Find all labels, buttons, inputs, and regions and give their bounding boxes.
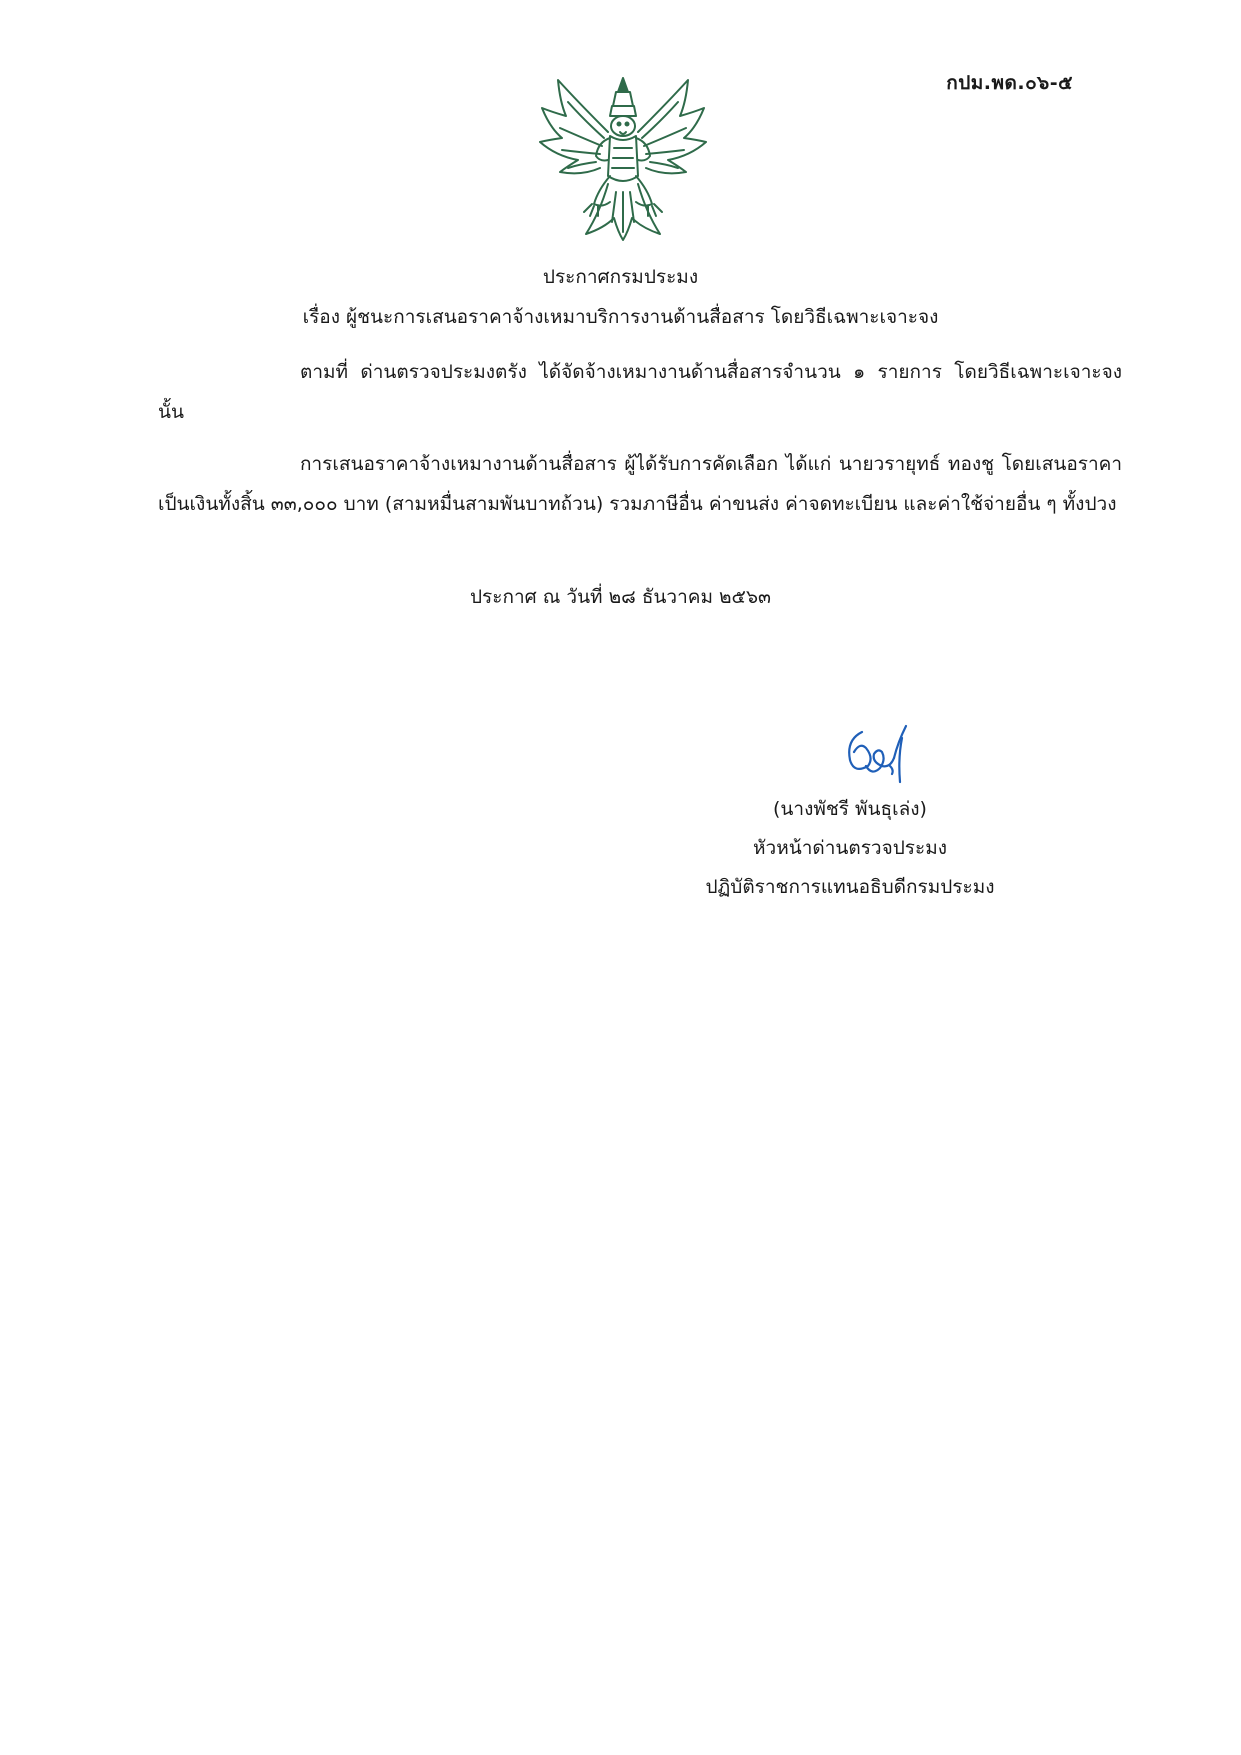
body-paragraph-2 xyxy=(158,444,1122,524)
signatory-name: (นางพัชรี พันธุเล่ง) xyxy=(773,798,927,820)
signature-block xyxy=(660,790,1040,907)
signatory-acting-for: ปฏิบัติราชการแทนอธิบดีกรมประมง xyxy=(705,876,995,898)
handwritten-signature-icon xyxy=(832,718,942,788)
form-code: กปม.พด.๐๖-๕ xyxy=(946,72,1073,94)
paragraph-2-text: การเสนอราคาจ้างเหมางานด้านสื่อสาร ผู้ได้รับการคัดเลือก ได้แก่ นายวรายุทธ์ ทองชู โดยเสนอราคาเป็นเงินทั้งสิ้น ๓๓,๐๐๐ บาท (สามหมื่นสามพันบาทถ้วน) รวมภาษีอื่น ค่าขนส่ง ค่าจดทะเบียน และค่าใช้จ่ายอื่น ๆ ทั้งปวง xyxy=(158,453,1122,515)
body-paragraph-1 xyxy=(158,352,1122,432)
signatory-position: หัวหน้าด่านตรวจประมง xyxy=(753,837,947,859)
garuda-emblem-icon xyxy=(538,72,708,244)
announcement-title: ประกาศกรมประมง xyxy=(542,266,699,288)
paragraph-1-text: ตามที่ ด่านตรวจประมงตรัง ได้จัดจ้างเหมางานด้านสื่อสารจำนวน ๑ รายการ โดยวิธีเฉพาะเจาะจง นั้น xyxy=(158,361,1122,423)
announcement-subject: เรื่อง ผู้ชนะการเสนอราคาจ้างเหมาบริการงานด้านสื่อสาร โดยวิธีเฉพาะเจาะจง xyxy=(302,306,939,328)
announcement-date: ประกาศ ณ วันที่ ๒๘ ธันวาคม ๒๕๖๓ xyxy=(469,586,771,608)
